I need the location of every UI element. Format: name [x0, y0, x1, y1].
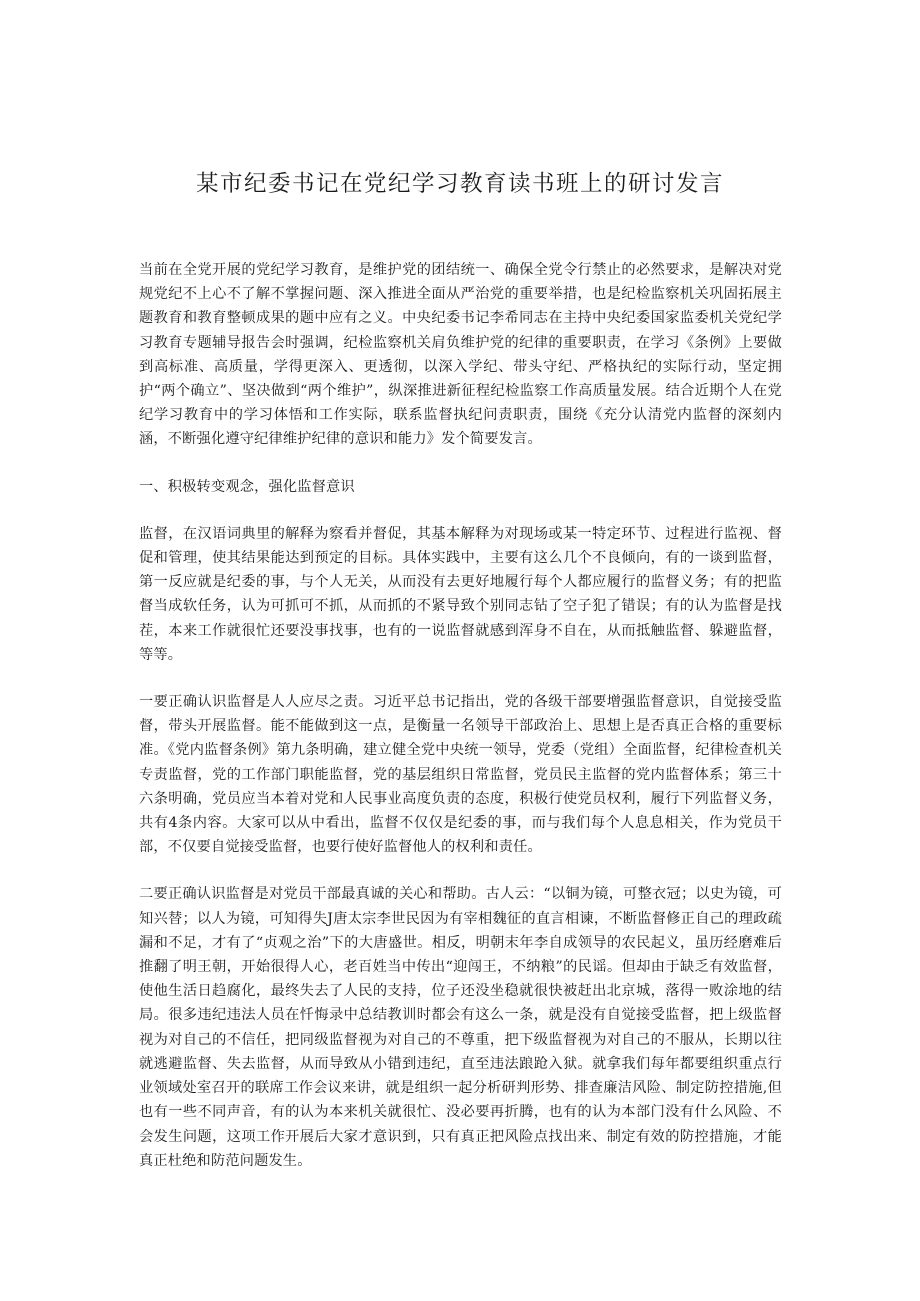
document-body [139, 258, 782, 1196]
body-paragraph: 二要正确认识监督是对党员干部最真诚的关心和帮助。古人云：“以铜为镜，可整衣冠；以史为镜，可知兴替；以人为镜，可知得失J唐太宗李世民因为有宰相魏征的直言相谏，不断监督修正自己的理政疏漏和不足，才有了“贞观之治”下的大唐盛世。相反，明朝末年李自成领导的农民起义，虽历经磨难后推翻了明王朝，开始很得人心，老百姓当中传出“迎闯王，不纳粮”的民谣。但却由于缺乏有效监督，使他生活日趋腐化，最终失去了人民的支持，位子还没坐稳就很快被赶出北京城，落得一败涂地的结局。很多违纪违法人员在忏悔录中总结教训时都会有这么一条，就是没有自觉接受监督，把上级监督视为对自己的不信任，把同级监督视为对自己的不尊重，把下级监督视为对自己的不服从，长期以往就逃避监督、失去监督，从而导致从小错到违纪，直至违法踉跄入狱。就拿我们每年都要组织重点行业领域处室召开的联席工作会议来讲，就是组织一起分析研判形势、排查廉洁风险、制定防控措施,但也有一些不同声音，有的认为本来机关就很忙、没必要再折腾，也有的认为本部门没有什么风险、不会发生问题，这项工作开展后大家才意识到，只有真正把风险点找出来、制定有效的防控措施，才能真正杜绝和防范问题发生。 [139, 886, 782, 1169]
document-title: 某市纪委书记在党纪学习教育读书班上的研讨发言 [195, 171, 724, 197]
body-paragraph: 一要正确认识监督是人人应尽之责。习近平总书记指出，党的各级干部要增强监督意识，自觉接受监督，带头开展监督。能不能做到这一点，是衡量一名领导干部政治上、思想上是否真正合格的重要标准。《党内监督条例》第九条明确，建立健全党中央统一领导，党委（党组）全面监督，纪律检查机关专责监督，党的工作部门职能监督，党的基层组织日常监督，党员民主监督的党内监督体系；第三十六条明确，党员应当本着对党和人民事业高度负责的态度，积极行使党员权利，履行下列监督义务，共有4条内容。大家可以从中看出，监督不仅仅是纪委的事，而与我们每个人息息相关，作为党员干部，不仅要自觉接受监督，也要行使好监督他人的权利和责任。 [139, 694, 782, 856]
intro-paragraph: 当前在全党开展的党纪学习教育，是维护党的团结统一、确保全党令行禁止的必然要求，是解决对党规党纪不上心不了解不掌握问题、深入推进全面从严治党的重要举措，也是纪检监察机关巩固拓展主题教育和教育整顿成果的题中应有之义。中央纪委书记李希同志在主持中央纪委国家监委机关党纪学习教育专题辅导报告会时强调，纪检监察机关肩负维护党的纪律的重要职责，在学习《条例》上要做到高标准、高质量，学得更深入、更透彻，以深入学纪、带头守纪、严格执纪的实际行动，坚定拥护“两个确立”、坚决做到“两个维护”，纵深推进新征程纪检监察工作高质量发展。结合近期个人在党纪学习教育中的学习体悟和工作实际，联系监督执纪问责职责，围绕《充分认清党内监督的深刻内涵，不断强化遵守纪律维护纪律的意识和能力》发个简要发言。 [139, 262, 782, 448]
body-paragraph: 监督，在汉语词典里的解释为察看并督促，其基本解释为对现场或某一特定环节、过程进行监视、督促和管理，使其结果能达到预定的目标。具体实践中，主要有这么几个不良倾向，有的一谈到监督，第一反应就是纪委的事，与个人无关，从而没有去更好地履行每个人都应履行的监督义务；有的把监督当成软任务，认为可抓可不抓，从而抓的不紧导致个别同志钻了空子犯了错误；有的认为监督是找茬，本来工作就很忙还要没事找事，也有的一说监督就感到浑身不自在，从而抵触监督、躲避监督，等等。 [139, 525, 782, 663]
section-heading: 一、积极转变观念，强化监督意识 [139, 478, 355, 495]
